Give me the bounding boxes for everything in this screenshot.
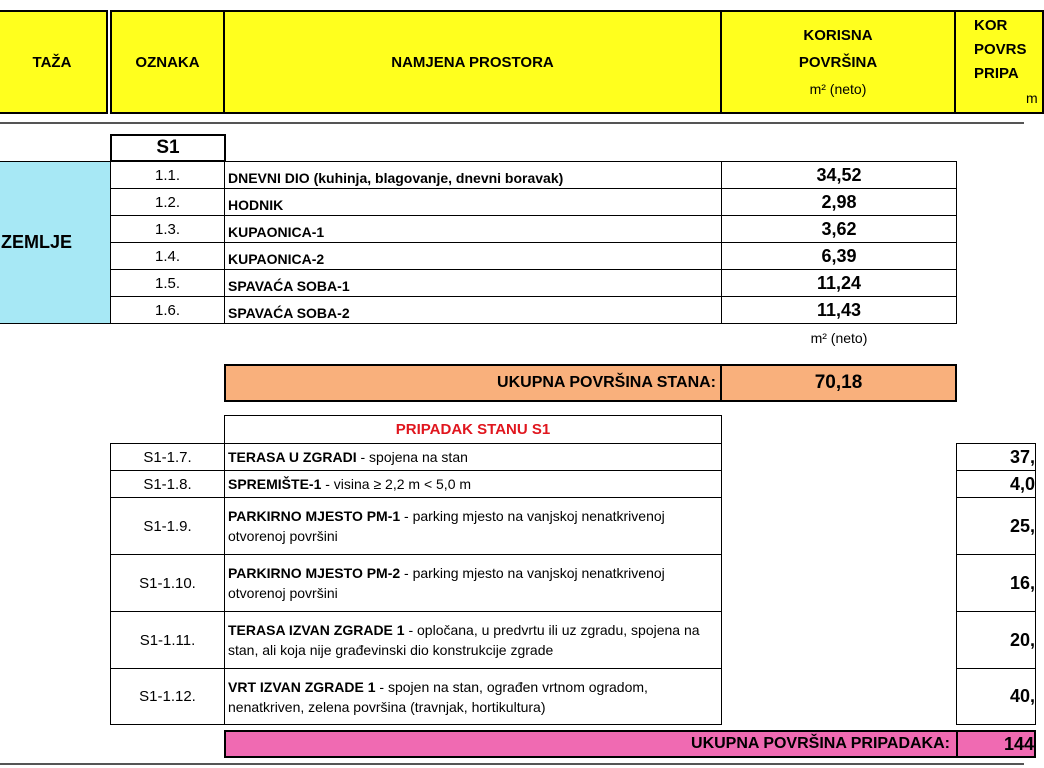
floor-label: ZEMLJE bbox=[0, 232, 72, 252]
pripadak-area: 16, bbox=[956, 554, 1036, 612]
pripadak-desc: TERASA U ZGRADI - spojena na stan bbox=[224, 443, 722, 471]
header-etaza bbox=[0, 10, 108, 114]
header-col5-line2: POVRS bbox=[974, 41, 1027, 58]
header-col5-line3: PRIPA bbox=[974, 65, 1019, 82]
header-oznaka-label: OZNAKA bbox=[135, 53, 200, 71]
pripadak-title bbox=[224, 415, 722, 444]
room-area: 3,62 bbox=[721, 215, 957, 243]
room-name: SPAVAĆA SOBA-1 bbox=[224, 269, 722, 297]
header-korisna bbox=[720, 10, 956, 114]
room-name: KUPAONICA-1 bbox=[224, 215, 722, 243]
total-pripadaka-label: UKUPNA POVRŠINA PRIPADAKA: bbox=[691, 735, 950, 752]
header-namjena-label: NAMJENA PROSTORA bbox=[391, 53, 554, 71]
unit-code-box bbox=[110, 134, 226, 162]
total-stan-label: UKUPNA POVRŠINA STANA: bbox=[497, 374, 716, 391]
total-pripadaka-label-cell bbox=[224, 730, 958, 758]
pripadak-area: 4,0 bbox=[956, 470, 1036, 498]
room-name: SPAVAĆA SOBA-2 bbox=[224, 296, 722, 324]
header-namjena bbox=[223, 10, 722, 114]
header-etaza-label: TAŽA bbox=[32, 53, 72, 71]
room-area: 2,98 bbox=[721, 188, 957, 216]
bottom-separator bbox=[0, 763, 1024, 765]
pripadak-desc: VRT IZVAN ZGRADE 1 - spojen na stan, ograđen vrtnom ogradom, nenatkriven, zelena površina (travnjak, hortikultura) bbox=[224, 668, 722, 725]
header-pripadak bbox=[954, 10, 1044, 114]
room-code: 1.1. bbox=[110, 161, 225, 189]
area-unit-note-label: m² (neto) bbox=[810, 330, 868, 346]
total-pripadaka-value-cell bbox=[956, 730, 1036, 758]
pripadak-desc: TERASA IZVAN ZGRADE 1 - opločana, u predvrtu ili uz zgradu, spojena na stan, ali koja nije građevinski dio konstrukcije zgrade bbox=[224, 611, 722, 669]
floor-label-cell bbox=[0, 161, 111, 324]
pripadak-title-label: PRIPADAK STANU S1 bbox=[395, 421, 551, 438]
rooms-table bbox=[110, 161, 957, 324]
header-korisna-line1: KORISNA bbox=[803, 26, 873, 44]
pripadak-area: 20, bbox=[956, 611, 1036, 669]
room-area: 6,39 bbox=[721, 242, 957, 270]
area-unit-note bbox=[721, 330, 957, 350]
room-code: 1.6. bbox=[110, 296, 225, 324]
room-area: 34,52 bbox=[721, 161, 957, 189]
header-col5-line1: KOR bbox=[974, 17, 1008, 34]
room-code: 1.3. bbox=[110, 215, 225, 243]
header-korisna-unit: m² (neto) bbox=[809, 80, 867, 97]
header-col5-line4: m bbox=[1026, 90, 1038, 106]
room-area: 11,24 bbox=[721, 269, 957, 297]
pripadak-area: 25, bbox=[956, 497, 1036, 555]
room-name: DNEVNI DIO (kuhinja, blagovanje, dnevni boravak) bbox=[224, 161, 722, 189]
pripadak-desc: PARKIRNO MJESTO PM-1 - parking mjesto na vanjskoj nenatkrivenoj otvorenoj površini bbox=[224, 497, 722, 555]
pripadak-code: S1-1.10. bbox=[110, 554, 225, 612]
total-pripadaka-value: 144 bbox=[1003, 733, 1034, 754]
pripadak-area: 37, bbox=[956, 443, 1036, 471]
pripadak-code: S1-1.11. bbox=[110, 611, 225, 669]
room-name: HODNIK bbox=[224, 188, 722, 216]
header-oznaka bbox=[110, 10, 225, 114]
room-name: KUPAONICA-2 bbox=[224, 242, 722, 270]
room-code: 1.2. bbox=[110, 188, 225, 216]
pripadak-area: 40, bbox=[956, 668, 1036, 725]
pripadak-code: S1-1.8. bbox=[110, 470, 225, 498]
header-korisna-line2: POVRŠINA bbox=[798, 53, 878, 71]
room-area: 11,43 bbox=[721, 296, 957, 324]
total-stan-value: 70,18 bbox=[814, 372, 863, 393]
total-stan-label-cell bbox=[224, 364, 722, 402]
pripadak-code: S1-1.7. bbox=[110, 443, 225, 471]
header-separator bbox=[0, 122, 1024, 124]
room-code: 1.5. bbox=[110, 269, 225, 297]
room-code: 1.4. bbox=[110, 242, 225, 270]
pripadak-desc: PARKIRNO MJESTO PM-2 - parking mjesto na vanjskoj nenatkrivenoj otvorenoj površini bbox=[224, 554, 722, 612]
pripadak-code: S1-1.9. bbox=[110, 497, 225, 555]
pripadak-desc: SPREMIŠTE-1 - visina ≥ 2,2 m < 5,0 m bbox=[224, 470, 722, 498]
unit-code: S1 bbox=[156, 137, 180, 158]
pripadak-code: S1-1.12. bbox=[110, 668, 225, 725]
total-stan-value-cell bbox=[720, 364, 957, 402]
